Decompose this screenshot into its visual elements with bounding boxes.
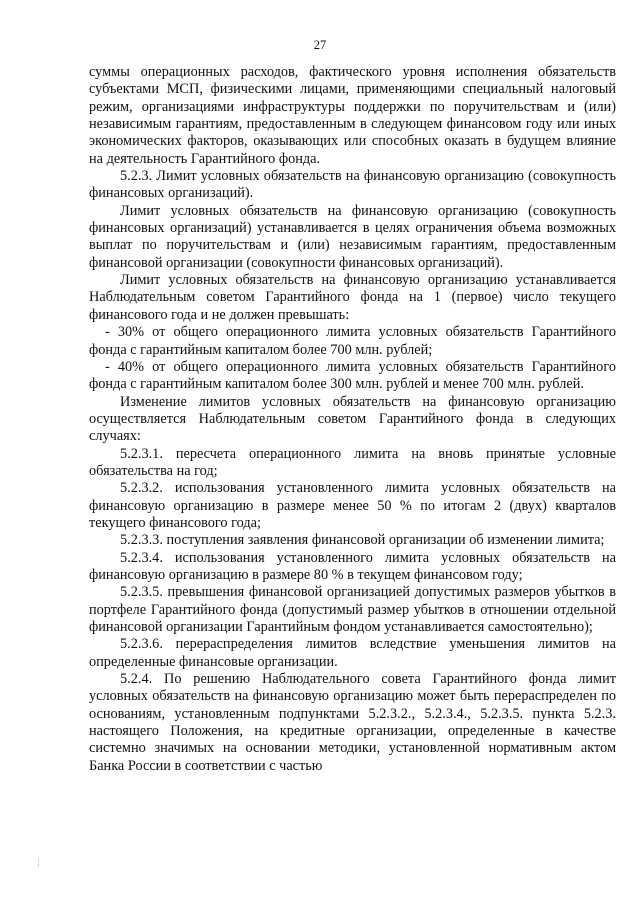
- paragraph: Изменение лимитов условных обязательств на финансовую организацию осуществляется Наблюдательным советом Гарантийного фонда в следующих случаях:: [89, 393, 616, 445]
- list-item-paragraph: - 40% от общего операционного лимита условных обязательств Гарантийного фонда с гарантийным капиталом более 300 млн. рублей и менее 700 млн. рублей.: [89, 358, 616, 393]
- paragraph: Лимит условных обязательств на финансовую организацию (совокупность финансовых организаций) устанавливается в целях ограничения объема возможных выплат по поручительствам и (или) независимым гарантиям, предоставленным финансовой организации (совокупности финансовых организаций).: [89, 202, 616, 271]
- paragraph: Лимит условных обязательств на финансовую организацию устанавливается Наблюдательным советом Гарантийного фонда на 1 (первое) число текущего финансового года и не должен превышать:: [89, 272, 616, 323]
- paragraph: 5.2.3.5. превышения финансовой организацией допустимых размеров убытков в портфеле Гарантийного фонда (допустимый размер убытков в отношении отдельной финансовой организации Гарантийным фондом устанавливается самостоятельно);: [89, 584, 616, 635]
- paragraph: 5.2.3.6. перераспределения лимитов вследствие уменьшения лимитов на определенные финансовые организации.: [89, 636, 616, 670]
- scan-margin-mark: [38, 858, 40, 867]
- page-number: 27: [313, 38, 327, 52]
- paragraph: 5.2.3.4. использования установленного лимита условных обязательств на финансовую организацию в размере 80 % в текущем финансовом году;: [89, 549, 616, 583]
- paragraph: 5.2.3.3. поступления заявления финансовой организации об изменении лимита;: [120, 532, 605, 549]
- paragraph: 5.2.3.2. использования установленного лимита условных обязательств на финансовую организацию в размере менее 50 % по итогам 2 (двух) кварталов текущего финансового года;: [89, 480, 616, 531]
- list-item-paragraph: - 30% от общего операционного лимита условных обязательств Гарантийного фонда с гарантийным капиталом более 700 млн. рублей;: [89, 324, 616, 358]
- document-body: [89, 64, 616, 775]
- paragraph: 5.2.4. По решению Наблюдательного совета Гарантийного фонда лимит условных обязательств на финансовую организацию может быть перераспределен по основаниям, установленным подпунктами 5.2.3.2., 5.2.3.4., 5.2.3.5. пункта 5.2.3. настоящего Положения, на кредитные организации, определенные в качестве системно значимых на основании методики, установленной нормативным актом Банка России в соответствии с частью: [89, 671, 616, 774]
- paragraph: суммы операционных расходов, фактического уровня исполнения обязательств субъектами МСП, физическими лицами, применяющими специальный налоговый режим, организациями инфраструктуры поддержки по поручительствам и (или) независимым гарантиям, предоставленным в следующем финансовом году или иных экономических факторов, оказывающих или способных оказать в будущем влияние на деятельность Гарантийного фонда.: [89, 64, 616, 167]
- paragraph: 5.2.3.1. пересчета операционного лимита на вновь принятые условные обязательства на год;: [89, 445, 616, 479]
- paragraph: 5.2.3. Лимит условных обязательств на финансовую организацию (совокупность финансовых организаций).: [89, 168, 616, 202]
